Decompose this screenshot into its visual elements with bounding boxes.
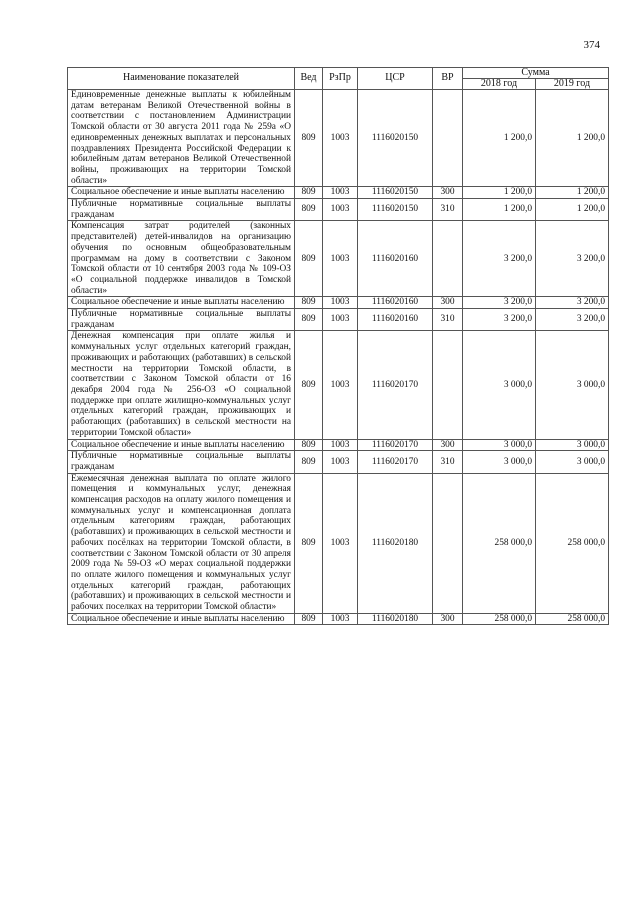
cell-ved: 809: [295, 187, 323, 199]
cell-vr: [433, 331, 463, 439]
cell-vr: 310: [433, 451, 463, 473]
cell-rzpr: 1003: [323, 221, 358, 297]
table-row: [68, 309, 609, 331]
cell-vr: 300: [433, 187, 463, 199]
cell-name: Ежемесячная денежная выплата по оплате жилого помещения и коммунальных услуг, денежная компенсация расходов на оплату жилого помещения и коммунальных услуг и компенсационная доплата отдельным категориям граждан, работающих (работавших) и проживающих в сельской местности и рабочих посёлках на территории Томской области, в соответствии с Законом Томской области от 30 апреля 2009 года № 59-ОЗ «О мерах социальной поддержки по оплате жилого помещения и коммунальных услуг отдельных категорий граждан, работающих (работавших) и проживающих в сельской местности и рабочих поселках на территории Томской области»: [68, 473, 295, 613]
cell-2018: 3 000,0: [463, 439, 536, 451]
cell-2018: 3 000,0: [463, 451, 536, 473]
cell-csr: 1116020150: [358, 187, 433, 199]
cell-csr: 1116020180: [358, 473, 433, 613]
cell-vr: [433, 221, 463, 297]
cell-2018: 258 000,0: [463, 473, 536, 613]
cell-ved: 809: [295, 297, 323, 309]
table-row: [68, 473, 609, 613]
cell-csr: 1116020170: [358, 451, 433, 473]
page-number: 374: [583, 39, 600, 51]
table-row: [68, 331, 609, 439]
cell-rzpr: 1003: [323, 309, 358, 331]
table-row: [68, 221, 609, 297]
cell-2018: 258 000,0: [463, 613, 536, 625]
cell-2019: 258 000,0: [536, 473, 609, 613]
cell-2019: 258 000,0: [536, 613, 609, 625]
cell-name: Компенсация затрат родителей (законных представителей) детей-инвалидов на организацию обучения по основным общеобразовательным программам на дому в соответствии с Законом Томской области от 10 сентября 2003 года № 109-ОЗ «О социальной поддержке инвалидов в Томской области»: [68, 221, 295, 297]
cell-2018: 3 200,0: [463, 309, 536, 331]
table-row: [68, 297, 609, 309]
header-name: Наименование показателей: [68, 68, 295, 90]
cell-csr: 1116020150: [358, 90, 433, 187]
cell-ved: 809: [295, 439, 323, 451]
cell-name: Социальное обеспечение и иные выплаты населению: [68, 297, 295, 309]
cell-2018: 3 000,0: [463, 331, 536, 439]
cell-ved: 809: [295, 331, 323, 439]
cell-rzpr: 1003: [323, 451, 358, 473]
cell-2019: 3 200,0: [536, 297, 609, 309]
cell-2019: 1 200,0: [536, 187, 609, 199]
cell-2018: 1 200,0: [463, 187, 536, 199]
cell-csr: 1116020160: [358, 309, 433, 331]
header-csr: ЦСР: [358, 68, 433, 90]
cell-csr: 1116020180: [358, 613, 433, 625]
header-sum: Сумма: [463, 68, 609, 79]
cell-csr: 1116020170: [358, 439, 433, 451]
cell-vr: 300: [433, 439, 463, 451]
cell-vr: [433, 473, 463, 613]
cell-2018: 1 200,0: [463, 90, 536, 187]
table-row: [68, 187, 609, 199]
cell-vr: 300: [433, 297, 463, 309]
cell-name: Социальное обеспечение и иные выплаты населению: [68, 439, 295, 451]
cell-2019: 3 000,0: [536, 451, 609, 473]
cell-name: Публичные нормативные социальные выплаты гражданам: [68, 199, 295, 221]
header-rzpr: РзПр: [323, 68, 358, 90]
cell-vr: 310: [433, 199, 463, 221]
cell-rzpr: 1003: [323, 613, 358, 625]
cell-rzpr: 1003: [323, 199, 358, 221]
header-ved: Вед: [295, 68, 323, 90]
cell-csr: 1116020150: [358, 199, 433, 221]
cell-name: Социальное обеспечение и иные выплаты населению: [68, 613, 295, 625]
table-header: [68, 68, 609, 90]
cell-vr: 310: [433, 309, 463, 331]
table-row: [68, 199, 609, 221]
table-row: [68, 451, 609, 473]
cell-2019: 3 200,0: [536, 309, 609, 331]
cell-name: Социальное обеспечение и иные выплаты населению: [68, 187, 295, 199]
cell-2018: 1 200,0: [463, 199, 536, 221]
budget-table: [67, 67, 609, 625]
cell-rzpr: 1003: [323, 473, 358, 613]
table-body: [68, 90, 609, 625]
cell-csr: 1116020170: [358, 331, 433, 439]
header-2018: 2018 год: [463, 79, 536, 90]
cell-name: Денежная компенсация при оплате жилья и коммунальных услуг отдельных категорий граждан, проживающих и работающих (работавших) в сельской местности на территории Томской области, в соответствии с Законом Томской области от 16 декабря 2004 года № 256-ОЗ «О социальной поддержке при оплате жилищно-коммунальных услуг отдельных категорий граждан, проживающих и работающих (работавших) в сельской местности на территории Томской области»: [68, 331, 295, 439]
cell-ved: 809: [295, 309, 323, 331]
table-row: [68, 439, 609, 451]
cell-ved: 809: [295, 199, 323, 221]
cell-ved: 809: [295, 221, 323, 297]
cell-rzpr: 1003: [323, 187, 358, 199]
cell-2019: 1 200,0: [536, 90, 609, 187]
header-2019: 2019 год: [536, 79, 609, 90]
cell-csr: 1116020160: [358, 297, 433, 309]
cell-2019: 3 200,0: [536, 221, 609, 297]
cell-2019: 1 200,0: [536, 199, 609, 221]
cell-ved: 809: [295, 613, 323, 625]
cell-ved: 809: [295, 451, 323, 473]
header-vr: ВР: [433, 68, 463, 90]
cell-2019: 3 000,0: [536, 331, 609, 439]
cell-ved: 809: [295, 90, 323, 187]
cell-rzpr: 1003: [323, 297, 358, 309]
cell-name: Публичные нормативные социальные выплаты гражданам: [68, 309, 295, 331]
table-row: [68, 613, 609, 625]
cell-rzpr: 1003: [323, 90, 358, 187]
cell-2018: 3 200,0: [463, 221, 536, 297]
cell-name: Единовременные денежные выплаты к юбилейным датам ветеранам Великой Отечественной войны в соответствии с постановлением Администрации Томской области от 30 августа 2011 года № 259а «О единовременных денежных выплатах и персональных поздравлениях Президента Российской Федерации к юбилейным датам ветеранов Великой Отечественной войны, проживающих на территории Томской области»: [68, 90, 295, 187]
cell-2019: 3 000,0: [536, 439, 609, 451]
cell-name: Публичные нормативные социальные выплаты гражданам: [68, 451, 295, 473]
cell-vr: 300: [433, 613, 463, 625]
table-row: [68, 90, 609, 187]
cell-csr: 1116020160: [358, 221, 433, 297]
cell-vr: [433, 90, 463, 187]
cell-rzpr: 1003: [323, 331, 358, 439]
cell-2018: 3 200,0: [463, 297, 536, 309]
cell-ved: 809: [295, 473, 323, 613]
cell-rzpr: 1003: [323, 439, 358, 451]
